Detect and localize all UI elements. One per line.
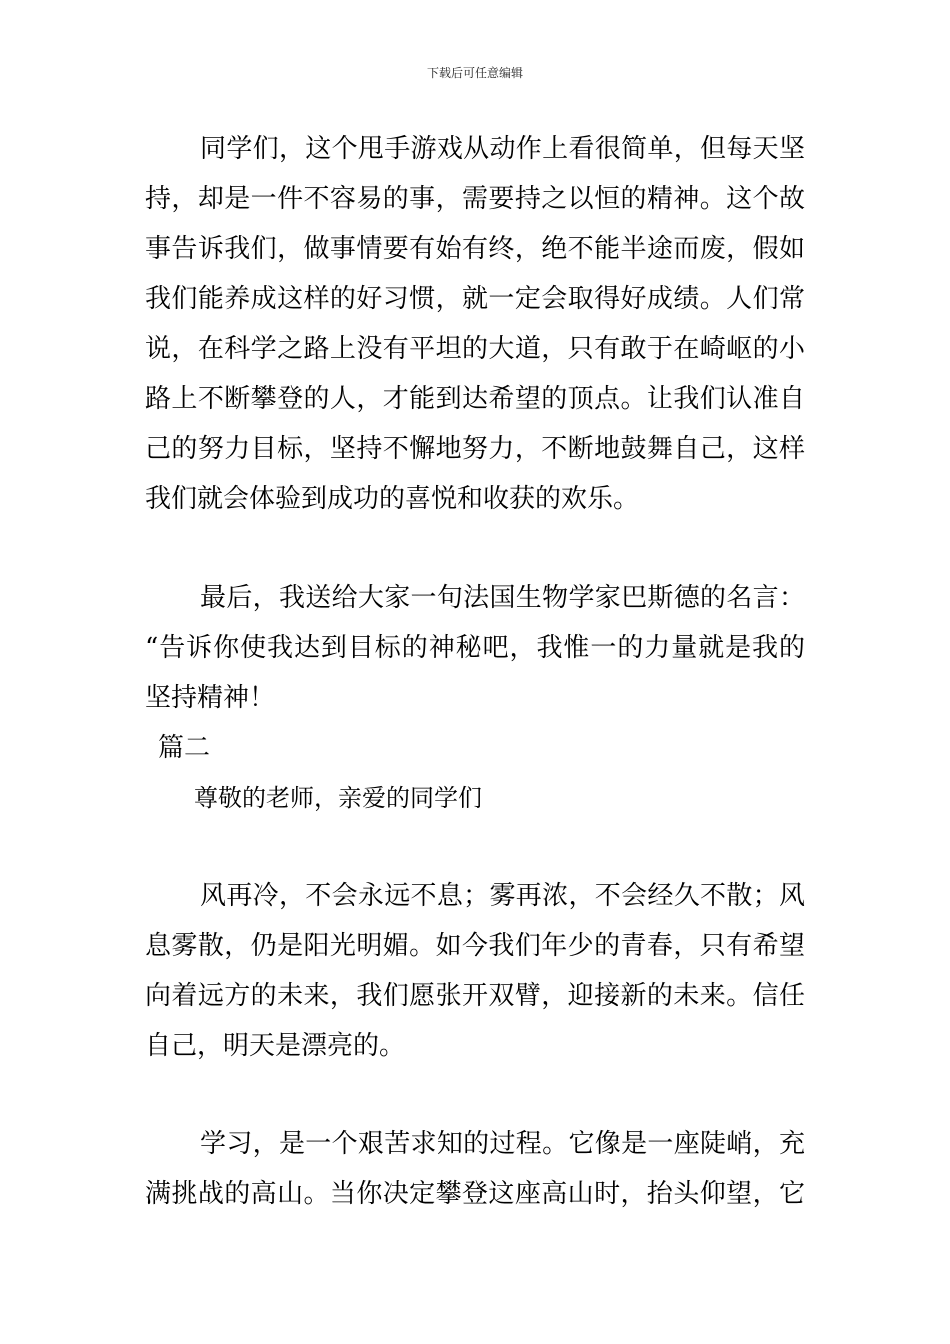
text-line: 息雾散，仍是阳光明媚。如今我们年少的青春，只有希望 [145,931,805,961]
text-line: 向着远方的未来，我们愿张开双臂，迎接新的未来。信任 [145,981,805,1011]
text-line: 路上不断攀登的人，才能到达希望的顶点。让我们认准自 [145,384,805,414]
text-line: 自己，明天是漂亮的。 [145,1031,406,1061]
text-line: 风再冷，不会永远不息；雾再浓，不会经久不散；风 [200,881,805,911]
text-line: 我们就会体验到成功的喜悦和收获的欢乐。 [145,484,640,514]
section-heading: 篇二 [158,733,211,763]
salutation: 尊敬的老师，亲爱的同学们 [194,784,482,812]
text-line: 学习，是一个艰苦求知的过程。它像是一座陡峭，充 [200,1129,805,1159]
text-line: 己的努力目标，坚持不懈地努力，不断地鼓舞自己，这样 [145,434,805,464]
text-line: 说，在科学之路上没有平坦的大道，只有敢于在崎岖的小 [145,334,805,364]
text-line: 同学们，这个甩手游戏从动作上看很简单，但每天坚 [200,134,805,164]
text-line: 事告诉我们，做事情要有始有终，绝不能半途而废，假如 [145,234,805,264]
text-line: 最后，我送给大家一句法国生物学家巴斯德的名言： [200,583,805,613]
text-line: 持，却是一件不容易的事，需要持之以恒的精神。这个故 [145,184,805,214]
text-line: 我们能养成这样的好习惯，就一定会取得好成绩。人们常 [145,284,805,314]
text-line: “告诉你使我达到目标的神秘吧，我惟一的力量就是我的 [145,633,805,663]
text-line: 坚持精神！ [145,683,276,713]
text-line: 满挑战的高山。当你决定攀登这座高山时，抬头仰望，它 [145,1179,805,1209]
page-header-note: 下载后可任意编辑 [426,66,523,80]
